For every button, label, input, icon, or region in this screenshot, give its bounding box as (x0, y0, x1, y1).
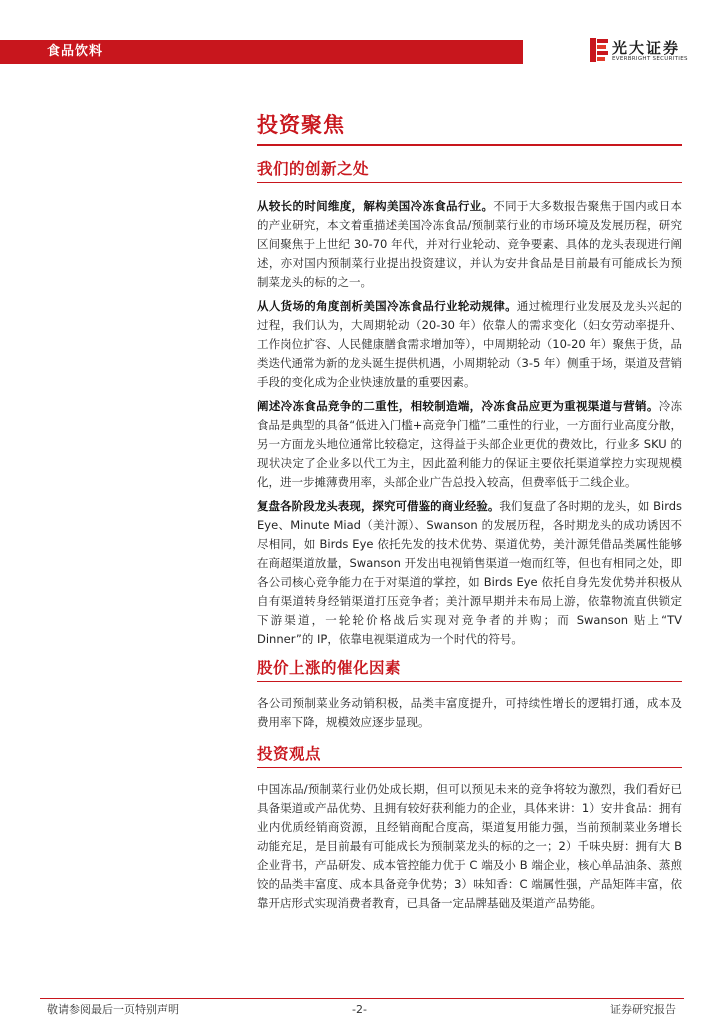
main-content (257, 110, 682, 913)
section-innovation (257, 197, 682, 649)
footer-disclaimer: 敬请参阅最后一页特别声明 (47, 1003, 179, 1016)
section-catalysts (257, 694, 682, 732)
paragraph-body: 通过梳理行业发展及龙头兴起的过程，我们认为，大周期轮动（20-30 年）依靠人的需求变化（妇女劳动率提升、工作岗位扩容、人民健康膳食需求增加等），中周期轮动（10-20 年）聚焦于货，品类迭代通常为新的龙头诞生提供机遇，小周期轮动（3-5 年）侧重于场，渠道及营销手段的变化成为企业快速放量的重要因素。 (257, 299, 683, 389)
section-divider (257, 681, 682, 682)
page-title: 投资聚焦 (257, 113, 345, 137)
paragraph-body: 我们复盘了各时期的龙头，如 Birds Eye、Minute Miad（美汁源）、Swanson 的发展历程，各时期龙头的成功诱因不尽相同，如 Birds Eye 依托先发的技术优势、渠道优势，美汁源凭借品类属性能够在商超渠道放量，Swanson 开发出电视销售渠道一炮而红等，但也有相同之处，即各公司核心竞争能力在于对渠道的掌控，如 Birds Eye 依托自身先发优势并积极从自有渠道转身经销渠道打压竞争者；美汁源早期并未布局上游，依靠物流直供锁定下游渠道，一轮轮价格战后实现对竞争者的并购；而 Swanson 贴上“TV Dinner”的 IP，依靠电视渠道成为一个时代的符号。 (257, 499, 683, 646)
paragraph (257, 497, 682, 649)
paragraph (257, 780, 682, 913)
paragraph-body: 冷冻食品是典型的具备“低进入门槛+高竞争门槛”二重性的行业，一方面行业高度分散，另一方面龙头地位通常比较稳定，这得益于头部企业更优的费效比，行业多 SKU 的现状决定了企业多以代工为主，因此盈利能力的保证主要依托渠道掌控力实现规模化，进一步摊薄费用率，头部企业广告总投入较高，但费率低于二线企业。 (257, 399, 683, 489)
footer-divider (40, 998, 684, 999)
section-investment-view (257, 780, 682, 913)
paragraph-lead: 复盘各阶段龙头表现，探究可借鉴的商业经验。 (257, 499, 500, 513)
section-divider (257, 767, 682, 768)
section-heading-catalysts: 股价上涨的催化因素 (257, 659, 402, 677)
paragraph (257, 397, 682, 492)
footer-doc-type: 证券研究报告 (610, 1003, 676, 1016)
paragraph-body: 各公司预制菜业务动销积极，品类丰富度提升，可持续性增长的逻辑打通，成本及费用率下降，规模效应逐步显现。 (257, 696, 682, 729)
section-heading-investment-view: 投资观点 (257, 745, 322, 763)
paragraph-body: 不同于大多数报告聚焦于国内或日本的产业研究，本文着重描述美国冷冻食品/预制菜行业的市场环境及发展历程，研究区间聚焦于上世纪 30-70 年代，并对行业轮动、竞争要素、具体的龙头表现进行阐述，亦对国内预制菜行业提出投资建议，并认为安井食品是目前最有可能成长为预制菜龙头的标的之一。 (257, 199, 683, 289)
paragraph (257, 694, 682, 732)
paragraph-lead: 从较长的时间维度，解构美国冷冻食品行业。 (257, 199, 494, 213)
paragraph-lead: 从人货场的角度剖析美国冷冻食品行业轮动规律。 (257, 299, 517, 313)
title-divider (257, 144, 682, 146)
paragraph (257, 297, 682, 392)
paragraph-body: 中国冻品/预制菜行业仍处成长期，但可以预见未来的竞争将较为激烈，我们看好已具备渠道或产品优势、且拥有较好获利能力的企业，具体来讲：1）安井食品：拥有业内优质经销商资源，且经销商配合度高，渠道复用能力强，当前预制菜业务增长动能充足，是目前最有可能成长为预制菜龙头的标的之一；2）千味央厨：拥有大 B 企业背书，产品研发、成本管控能力优于 C 端及小 B 端企业，核心单品油条、蒸煎饺的品类丰富度、成本具备竞争优势；3）味知香：C 端属性强，产品矩阵丰富，依靠开店形式实现消费者教育，已具备一定品牌基础及渠道产品势能。 (257, 782, 682, 910)
paragraph (257, 197, 682, 292)
page-number: -2- (352, 1003, 367, 1016)
section-heading-innovation: 我们的创新之处 (257, 160, 370, 178)
paragraph-lead: 阐述冷冻食品竞争的二重性，相较制造端，冷冻食品应更为重视渠道与营销。 (257, 399, 659, 413)
everbright-logo-icon (588, 36, 610, 64)
section-divider (257, 182, 682, 183)
report-category: 食品饮料 (47, 44, 104, 59)
logo-english-name: EVERBRIGHT SECURITIES (612, 56, 688, 62)
brand-logo (588, 36, 698, 66)
logo-chinese-name: 光大证券 (612, 39, 681, 57)
